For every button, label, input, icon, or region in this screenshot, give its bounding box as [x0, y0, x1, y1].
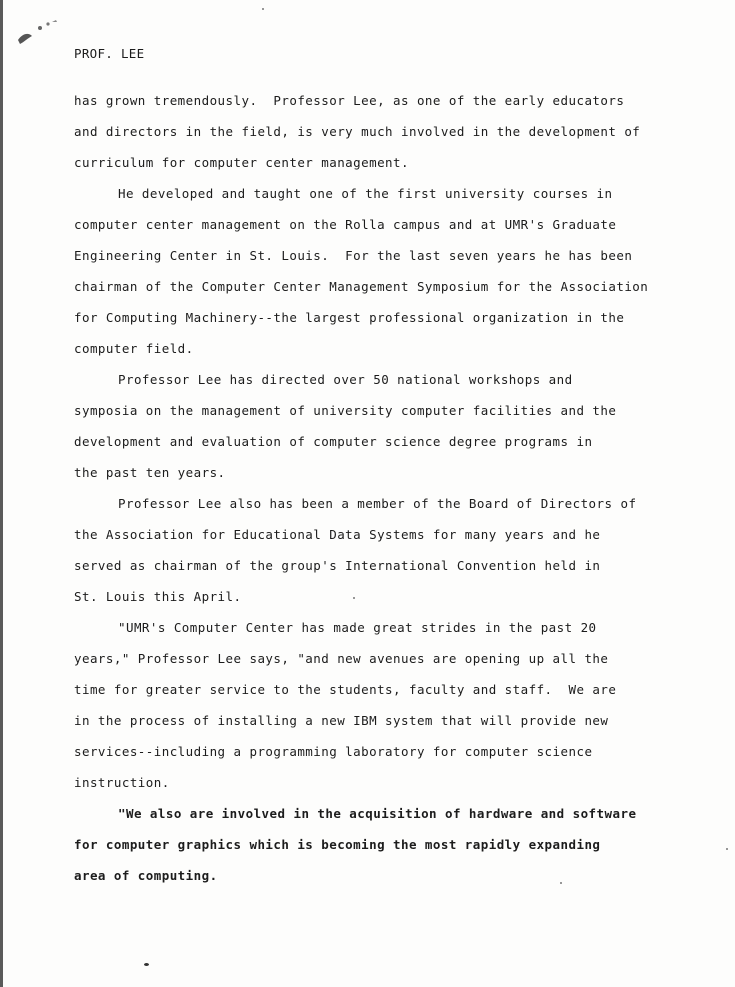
text-line: He developed and taught one of the first university courses in	[118, 186, 613, 201]
page-left-edge	[0, 0, 3, 987]
text-line: symposia on the management of university computer facilities and the	[74, 403, 617, 418]
paper-speck	[262, 8, 264, 10]
text-line: for computer graphics which is becoming the most rapidly expanding	[74, 837, 601, 852]
text-line: "We also are involved in the acquisition of hardware and software	[118, 806, 637, 821]
text-line: time for greater service to the students, faculty and staff. We are	[74, 682, 617, 697]
text-line: services--including a programming laboratory for computer science	[74, 744, 593, 759]
text-line: the past ten years.	[74, 465, 226, 480]
paper-speck	[144, 963, 149, 966]
text-line: Professor Lee also has been a member of the Board of Directors of	[118, 496, 637, 511]
text-line: "UMR's Computer Center has made great strides in the past 20	[118, 620, 597, 635]
text-line: and directors in the field, is very much involved in the development of	[74, 124, 641, 139]
text-line: chairman of the Computer Center Management Symposium for the Association	[74, 279, 649, 294]
text-line: Professor Lee has directed over 50 national workshops and	[118, 372, 573, 387]
paragraph	[74, 364, 724, 488]
text-line: instruction.	[74, 775, 170, 790]
paragraph	[74, 612, 724, 798]
ink-smudge-mark	[14, 18, 62, 48]
text-line: Engineering Center in St. Louis. For the last seven years he has been	[74, 248, 633, 263]
text-line: the Association for Educational Data Systems for many years and he	[74, 527, 601, 542]
text-line: computer center management on the Rolla campus and at UMR's Graduate	[74, 217, 617, 232]
paragraph	[74, 488, 724, 612]
paper-speck	[353, 597, 355, 599]
text-line: has grown tremendously. Professor Lee, as one of the early educators	[74, 93, 625, 108]
paragraph	[74, 85, 724, 178]
paragraph	[74, 178, 724, 364]
text-line: curriculum for computer center management.	[74, 155, 409, 170]
text-line: for Computing Machinery--the largest professional organization in the	[74, 310, 625, 325]
text-line: area of computing.	[74, 868, 218, 883]
text-line: computer field.	[74, 341, 194, 356]
document-body	[74, 85, 724, 891]
text-line: years," Professor Lee says, "and new avenues are opening up all the	[74, 651, 609, 666]
page-header: PROF. LEE	[74, 46, 145, 61]
paragraph	[74, 798, 724, 891]
text-line: development and evaluation of computer science degree programs in	[74, 434, 593, 449]
paper-speck	[560, 882, 562, 884]
text-line: in the process of installing a new IBM system that will provide new	[74, 713, 609, 728]
paper-speck	[726, 848, 728, 850]
text-line: served as chairman of the group's International Convention held in	[74, 558, 601, 573]
text-line: St. Louis this April.	[74, 589, 242, 604]
